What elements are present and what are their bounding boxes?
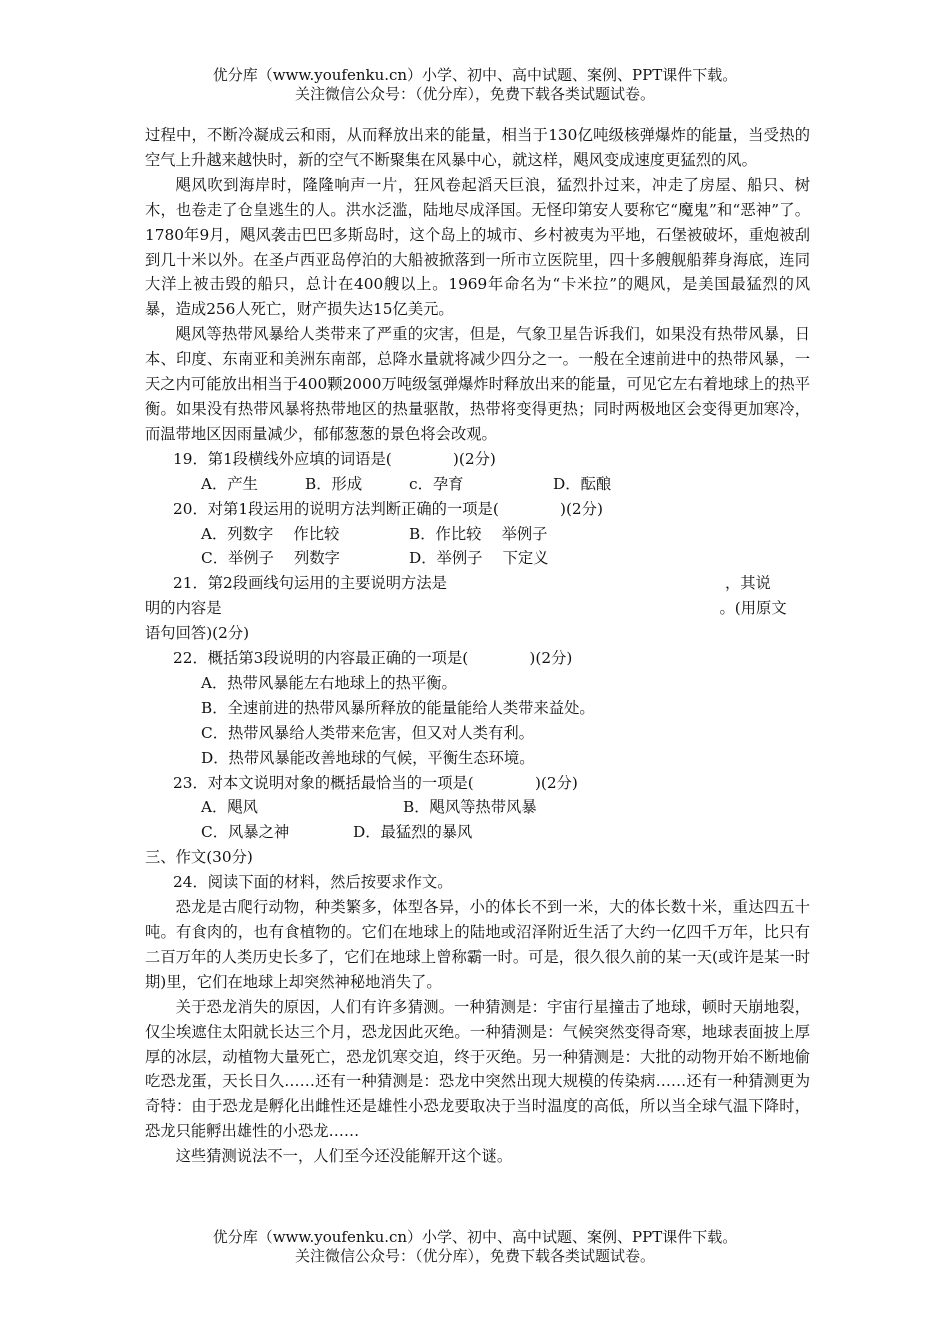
q20-option-b: B．作比较 举例子 xyxy=(409,524,548,543)
material-paragraph-1: 恐龙是古爬行动物，种类繁多，体型各异，小的体长不到一米，大的体长数十米，重达四五十吨。有食肉的，也有食植物的。它们在地球上的陆地或沼泽附近生活了大约一亿四千万年，比只有二百万年的人类历史长多了，它们在地球上曾称霸一时。可是，很久很久前的某一天(或许是某一时期)里，它们在地球上却突然神秘地消失了。 xyxy=(145,898,810,991)
q21-part3: 明的内容是 xyxy=(145,599,222,618)
paragraph-1: 过程中，不断冷凝成云和雨，从而释放出来的能量，相当于130亿吨级核弹爆炸的能量，当受热的空气上升越来越快时，新的空气不断聚集在风暴中心，就这样，飓风变成速度更猛烈的风。 xyxy=(145,126,810,169)
q20-option-a: A．列数字 作比较 xyxy=(201,524,340,543)
question-20-options-row1 xyxy=(145,522,810,547)
document-body xyxy=(145,123,810,1169)
paragraph-2: 飓风吹到海岸时，隆隆响声一片，狂风卷起滔天巨浪，猛烈扑过来，冲走了房屋、船只、树木，也卷走了仓皇逃生的人。洪水泛滥，陆地尽成泽国。无怪印第安人要称它“魔鬼”和“恶神”了。 1780年9月，飓风袭击巴巴多斯岛时，这个岛上的城市、乡村被夷为平地，石堡被破坏，重炮被刮到几十米以外。在圣卢西亚岛停泊的大船被掀落到一所市立医院里，四十多艘舰船葬身海底，连同大洋上被击毁的船只，总计在400艘以上。1969年命名为“卡米拉”的飓风，是美国最猛烈的风暴，造成256人死亡，财产损失达15亿美元。 xyxy=(145,175,810,319)
question-21-line2 xyxy=(145,596,810,621)
footer-line-2: 关注微信公众号：（优分库），免费下载各类试题试卷。 xyxy=(294,1247,655,1265)
q23-option-b: B．飓风等热带风暴 xyxy=(403,798,537,817)
page-footer xyxy=(0,1228,950,1266)
q22-option-a: A．热带风暴能左右地球上的热平衡。 xyxy=(201,673,457,692)
q23-option-d: D．最猛烈的暴风 xyxy=(353,823,473,842)
question-23-options-row1 xyxy=(145,795,810,820)
q23-option-c: C．风暴之神 xyxy=(201,823,290,842)
question-19-options xyxy=(145,472,810,497)
header-line-1: 优分库（www.youfenku.cn）小学、初中、高中试题、案例、PPT课件下载。 xyxy=(212,66,738,84)
material-paragraph-3: 这些猜测说法不一，人们至今还没能解开这个谜。 xyxy=(175,1147,513,1166)
q22-option-b: B．全速前进的热带风暴所释放的能量能给人类带来益处。 xyxy=(201,698,595,717)
q21-part1: 21．第2段画线句运用的主要说明方法是 xyxy=(173,574,447,593)
q19-option-a: A．产生 xyxy=(201,474,258,493)
question-24-stem: 24．阅读下面的材料，然后按要求作文。 xyxy=(173,873,453,892)
section-composition-title: 三、作文(30分) xyxy=(145,848,253,867)
question-23-options-row2 xyxy=(145,820,810,845)
q22-option-c: C．热带风暴给人类带来危害，但又对人类有利。 xyxy=(201,723,534,742)
q19-option-b: B．形成 xyxy=(305,474,363,493)
q21-part2: ，其说 xyxy=(724,574,771,593)
q19-option-d: D．酝酿 xyxy=(553,474,612,493)
header-line-2: 关注微信公众号：（优分库），免费下载各类试题试卷。 xyxy=(294,85,655,103)
q20-option-d: D．举例子 下定义 xyxy=(409,549,549,568)
question-19-stem: 19．第1段横线外应填的词语是( )(2分) xyxy=(173,449,496,468)
question-23-stem: 23．对本文说明对象的概括最恰当的一项是( )(2分) xyxy=(173,773,578,792)
question-20-stem: 20．对第1段运用的说明方法判断正确的一项是( )(2分) xyxy=(173,499,603,518)
q23-option-a: A．飓风 xyxy=(201,798,258,817)
page-header xyxy=(0,66,950,104)
q19-option-c: c．孕育 xyxy=(409,474,464,493)
material-paragraph-2: 关于恐龙消失的原因，人们有许多猜测。一种猜测是：宇宙行星撞击了地球，顿时天崩地裂，仅尘埃遮住太阳就长达三个月，恐龙因此灭绝。一种猜测是：气候突然变得奇寒，地球表面披上厚厚的冰层，动植物大量死亡，恐龙饥寒交迫，终于灭绝。另一种猜测是：大批的动物开始不断地偷吃恐龙蛋，天长日久……还有一种猜测是：恐龙中突然出现大规模的传染病……还有一种猜测更为奇特：由于恐龙是孵化出雌性还是雄性小恐龙要取决于当时温度的高低，所以当全球气温下降时，恐龙只能孵出雄性的小恐龙…… xyxy=(145,997,810,1141)
question-22-stem: 22．概括第3段说明的内容最正确的一项是( )(2分) xyxy=(173,649,573,668)
q20-option-c: C．举例子 列数字 xyxy=(201,549,340,568)
q21-part5: 语句回答)(2分) xyxy=(145,624,250,643)
question-20-options-row2 xyxy=(145,546,810,571)
footer-line-1: 优分库（www.youfenku.cn）小学、初中、高中试题、案例、PPT课件下载。 xyxy=(212,1228,738,1246)
paragraph-3: 飓风等热带风暴给人类带来了严重的灾害，但是，气象卫星告诉我们，如果没有热带风暴，日本、印度、东南亚和美洲东南部，总降水量就将减少四分之一。一般在全速前进中的热带风暴，一天之内可能放出相当于400颗2000万吨级氢弹爆炸时释放出来的能量，可见它左右着地球上的热平衡。如果没有热带风暴将热带地区的热量驱散，热带将变得更热；同时两极地区会变得更加寒冷，而温带地区因雨量减少，郁郁葱葱的景色将会改观。 xyxy=(145,325,810,443)
question-21-line1 xyxy=(145,571,810,596)
q21-part4: 。(用原文 xyxy=(719,599,787,618)
q22-option-d: D．热带风暴能改善地球的气候，平衡生态环境。 xyxy=(201,748,535,767)
